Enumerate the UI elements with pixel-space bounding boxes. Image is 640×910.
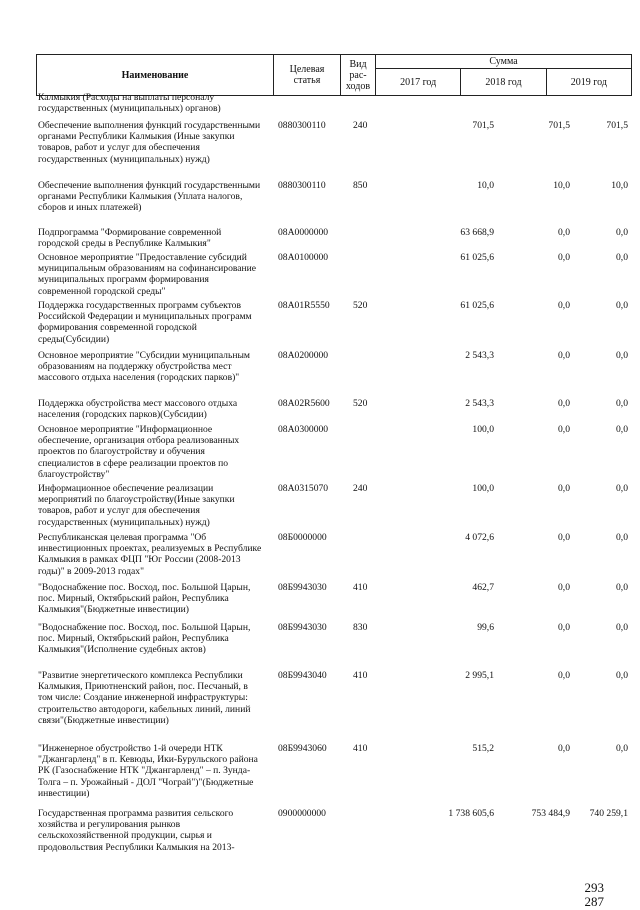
header-sum: Сумма [376, 55, 632, 69]
row-type: 830 [353, 622, 368, 633]
row-code: 08А0100000 [278, 252, 329, 263]
row-sum-2019: 0,0 [616, 398, 628, 409]
row-name: Основное мероприятие "Информационное обеспечение, организация отбора реализованных проектов по благоустройству и обучения специалистов в сфере реализации проектов по благоустройству" [38, 424, 242, 480]
row-sum-2017: 1 738 605,6 [448, 808, 494, 819]
row-type: 850 [353, 180, 368, 191]
row-code: 08А0315070 [278, 483, 329, 494]
row-code: 08Б9943040 [278, 670, 327, 681]
row-sum-2017: 462,7 [472, 582, 494, 593]
row-type: 520 [353, 300, 368, 311]
row-sum-2018: 10,0 [553, 180, 570, 191]
row-sum-2018: 0,0 [558, 227, 570, 238]
row-sum-2018: 0,0 [558, 483, 570, 494]
row-name: Поддержка государственных программ субъектов Российской Федерации и муниципальных программ формирования современной городской среды(Субсидии) [38, 300, 255, 345]
row-sum-2017: 701,5 [472, 120, 494, 131]
row-sum-2019: 0,0 [616, 670, 628, 681]
row-sum-2018: 0,0 [558, 300, 570, 311]
row-sum-2019: 0,0 [616, 300, 628, 311]
row-sum-2018: 0,0 [558, 532, 570, 543]
header-2018: 2018 год [461, 69, 546, 96]
row-code: 08Б9943060 [278, 743, 327, 754]
row-name: Поддержка обустройства мест массового отдыха населения (городских парков)(Субсидии) [38, 398, 240, 421]
row-sum-2018: 0,0 [558, 424, 570, 435]
row-sum-2017: 100,0 [472, 483, 494, 494]
header-code: Целевая статья [274, 55, 341, 96]
row-sum-2019: 0,0 [616, 483, 628, 494]
row-code: 08Б0000000 [278, 532, 327, 543]
row-name: Обеспечение выполнения функций государственными органами Республики Калмыкия (Иные закупки товаров, работ и услуг для обеспечения государственных (муниципальных) нужд) [38, 120, 263, 165]
row-sum-2019: 0,0 [616, 424, 628, 435]
row-code: 08А0200000 [278, 350, 329, 361]
row-sum-2019: 0,0 [616, 252, 628, 263]
row-name: Основное мероприятие "Предоставление субсидий муниципальным образованиям на софинансирование муниципальных программ формирования современной городской среды" [38, 252, 259, 297]
page-number: 293 [584, 880, 604, 895]
row-sum-2017: 4 072,6 [465, 532, 494, 543]
table-header [36, 54, 632, 96]
row-name: Подпрограмма "Формирование современной городской среды в Республике Калмыкия" [38, 227, 224, 250]
row-type: 240 [353, 483, 368, 494]
header-name: Наименование [37, 55, 274, 96]
row-sum-2019: 0,0 [616, 743, 628, 754]
row-code: 0880300110 [278, 180, 326, 191]
row-code: 08А0300000 [278, 424, 329, 435]
page-number-secondary: 287 [584, 894, 604, 909]
row-name: "Водоснабжение пос. Восход, пос. Большой Царын, пос. Мирный, Октябрьский район, Республика Калмыкия"(Бюджетные инвестиции) [38, 582, 253, 616]
row-sum-2018: 701,5 [548, 120, 570, 131]
row-sum-2018: 0,0 [558, 582, 570, 593]
row-sum-2017: 61 025,6 [460, 300, 494, 311]
row-sum-2017: 2 543,3 [465, 398, 494, 409]
row-name: "Развитие энергетического комплекса Республики Калмыкия, Приютненский район, пос. Песчаный, в том числе: Создание инженерной инфраструктуры: строительство автодороги, кабельных линий, линий связи"(Бюджетные инвестиции) [38, 670, 253, 726]
row-sum-2019: 740 259,1 [589, 808, 628, 819]
row-code: 0880300110 [278, 120, 326, 131]
row-code: 08А02R5600 [278, 398, 330, 409]
row-sum-2017: 2 543,3 [465, 350, 494, 361]
row-code: 08Б9943030 [278, 622, 327, 633]
header-2017: 2017 год [376, 69, 461, 96]
header-type: Вид рас-ходов [341, 55, 376, 96]
row-sum-2019: 0,0 [616, 227, 628, 238]
row-sum-2018: 0,0 [558, 670, 570, 681]
row-sum-2018: 0,0 [558, 622, 570, 633]
row-name: "Инженерное обустройство 1-й очереди НТК "Джангарленд" в п. Кевюды, Ики-Бурульского района РК (Газоснабжение НТК "Джангарленд" – п. Зунда-Толга – п. Урожайный - ДОЛ "Чограй")"(Бюджетные инвестиции) [38, 743, 261, 799]
row-sum-2019: 0,0 [616, 350, 628, 361]
row-type: 520 [353, 398, 368, 409]
header-2019: 2019 год [546, 69, 631, 96]
row-sum-2018: 0,0 [558, 252, 570, 263]
row-sum-2017: 100,0 [472, 424, 494, 435]
row-type: 240 [353, 120, 368, 131]
row-code: 08Б9943030 [278, 582, 327, 593]
row-name: "Водоснабжение пос. Восход, пос. Большой Царын, пос. Мирный, Октябрьский район, Республика Калмыкия"(Исполнение судебных актов) [38, 622, 253, 656]
row-name: Государственная программа развития сельского хозяйства и регулирования рынков сельскохозяйственной продукции, сырья и продовольствия Республики Калмыкия на 2013- [38, 808, 236, 853]
row-name: Республиканская целевая программа "Об инвестиционных проектах, реализуемых в Республике Калмыкия в рамках ФЦП "Юг России (2008-2013 годы)" в 2009-2013 годах" [38, 532, 264, 577]
row-sum-2017: 2 995,1 [465, 670, 494, 681]
row-sum-2019: 0,0 [616, 582, 628, 593]
row-sum-2019: 10,0 [611, 180, 628, 191]
row-code: 0900000000 [278, 808, 326, 819]
row-sum-2018: 753 484,9 [531, 808, 570, 819]
row-sum-2017: 63 668,9 [460, 227, 494, 238]
row-sum-2018: 0,0 [558, 743, 570, 754]
row-name: Информационное обеспечение реализации мероприятий по благоустройству(Иные закупки товаров, работ и услуг для обеспечения государственных (муниципальных) нужд) [38, 483, 238, 528]
row-code: 08А0000000 [278, 227, 329, 238]
row-sum-2017: 99,6 [477, 622, 494, 633]
row-sum-2019: 0,0 [616, 622, 628, 633]
row-code: 08А01R5550 [278, 300, 330, 311]
row-sum-2018: 0,0 [558, 398, 570, 409]
row-type: 410 [353, 670, 368, 681]
row-name: Обеспечение выполнения функций государственными органами Республики Калмыкия (Уплата налогов, сборов и иных платежей) [38, 180, 263, 214]
row-sum-2019: 701,5 [606, 120, 628, 131]
row-sum-2017: 10,0 [477, 180, 494, 191]
row-type: 410 [353, 582, 368, 593]
row-name: Калмыкия (Расходы на выплаты персоналу государственных (муниципальных) органов) [38, 92, 221, 115]
row-sum-2017: 515,2 [472, 743, 494, 754]
row-name: Основное мероприятие "Субсидии муниципальным образованиям на поддержку обустройства мест массового отдыха населения (городских парков)" [38, 350, 253, 384]
row-sum-2018: 0,0 [558, 350, 570, 361]
row-sum-2019: 0,0 [616, 532, 628, 543]
row-sum-2017: 61 025,6 [460, 252, 494, 263]
row-type: 410 [353, 743, 368, 754]
